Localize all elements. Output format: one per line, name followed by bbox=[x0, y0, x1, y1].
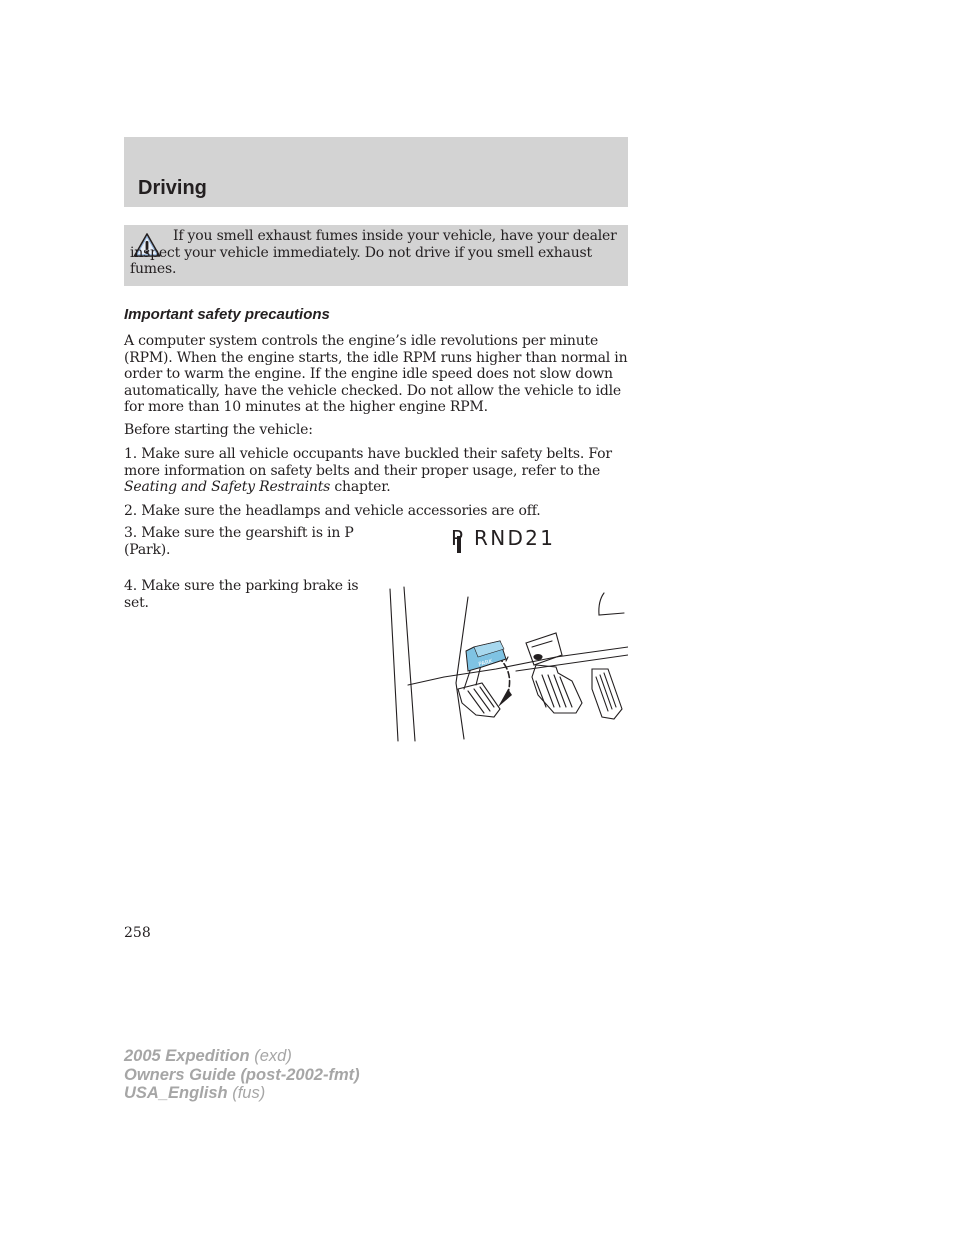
gear-positions: P RND21 bbox=[451, 526, 556, 550]
section-title: Driving bbox=[138, 177, 207, 199]
warning-box bbox=[124, 225, 628, 286]
subheading-safety-precautions: Important safety precautions bbox=[124, 306, 330, 323]
step-3: 3. Make sure the gearshift is in P (Park). bbox=[124, 525, 354, 558]
pedal-label: PARK bbox=[478, 658, 494, 668]
before-starting-text: Before starting the vehicle: bbox=[124, 422, 313, 438]
warning-text: If you smell exhaust fumes inside your vehicle, have your dealer inspect your vehicle immediately. Do not drive if you smell exhaust fumes. bbox=[130, 228, 617, 277]
chapter-reference: Seating and Safety Restraints bbox=[124, 479, 331, 495]
gear-selector-display bbox=[451, 525, 591, 555]
step-1-end: chapter. bbox=[330, 479, 391, 495]
document-footer bbox=[124, 1047, 360, 1103]
footer-model: 2005 Expedition bbox=[124, 1047, 250, 1065]
footer-guide: Owners Guide (post-2002-fmt) bbox=[124, 1065, 360, 1084]
step-1 bbox=[124, 446, 628, 496]
footer-model-code: (exd) bbox=[249, 1047, 292, 1065]
section-header-band bbox=[124, 137, 628, 207]
step-2: 2. Make sure the headlamps and vehicle accessories are off. bbox=[124, 503, 541, 519]
footer-language: USA_English bbox=[124, 1084, 228, 1102]
intro-paragraph: A computer system controls the engine’s idle revolutions per minute (RPM). When the engine starts, the idle RPM runs higher than normal in order to warm the engine. If the engine idle speed does not slow down automatically, have the vehicle checked. Do not allow the vehicle to idle for more than 10 minutes at the higher engine RPM. bbox=[124, 333, 628, 415]
page-number: 258 bbox=[124, 925, 151, 941]
step-1-text: 1. Make sure all vehicle occupants have buckled their safety belts. For more information on safety belts and their proper usage, refer to the bbox=[124, 446, 612, 479]
footer-language-code: (fus) bbox=[227, 1084, 266, 1102]
parking-brake-illustration bbox=[386, 585, 628, 743]
step-4: 4. Make sure the parking brake is set. bbox=[124, 578, 359, 611]
